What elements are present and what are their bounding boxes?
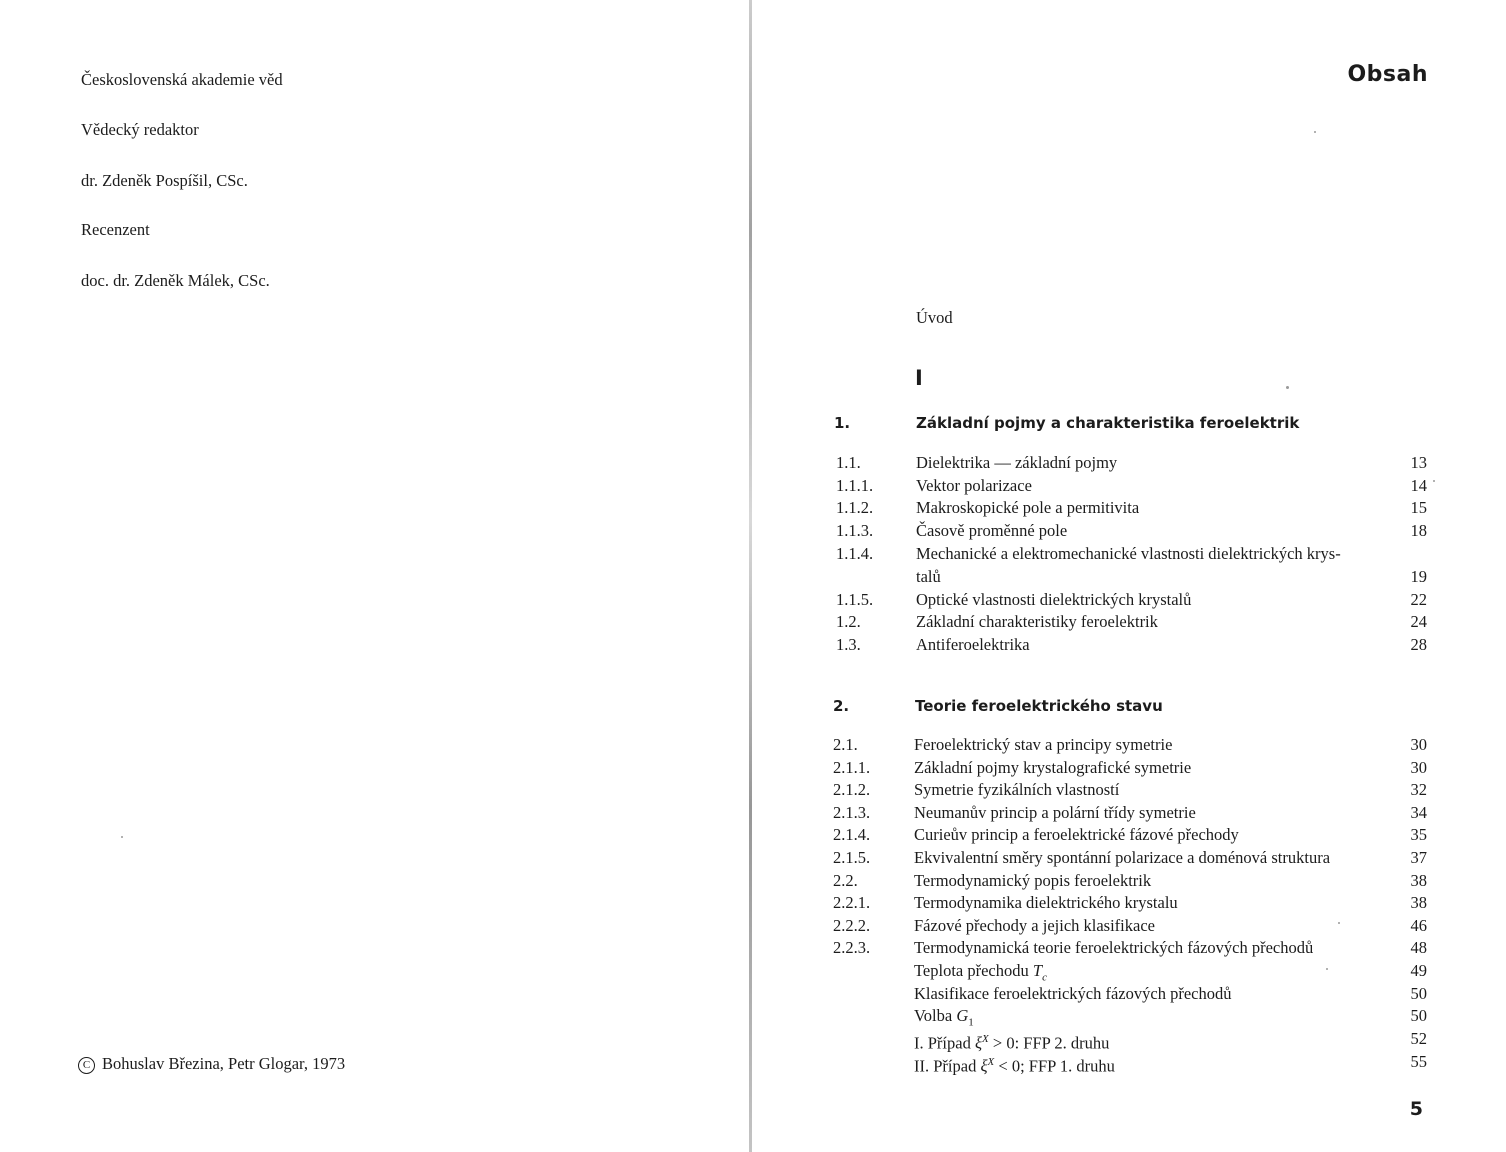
toc-entry-number: 2.1.2. [833,780,871,799]
toc-entry-title: Curieův princip a feroelektrické fázové přechody [914,825,1239,844]
toc-entry-title: Časově proměnné pole [916,521,1068,540]
toc-entry-page: 52 [1410,1029,1427,1048]
toc-entry [0,847,1506,869]
toc-entry-page: 49 [1410,961,1427,980]
reviewer-label: Recenzent [81,220,150,239]
toc-entry-number: 1.3. [836,635,861,654]
toc-entry-title: Dielektrika — základní pojmy [916,453,1118,472]
toc-subentry [0,1028,1506,1053]
scan-speck [1433,480,1435,482]
math-superscript: X [987,1056,995,1068]
copyright-icon: C [78,1057,95,1074]
toc-entry-title: Základní pojmy krystalografické symetrie [914,758,1192,777]
toc-entry-page: 34 [1410,803,1427,822]
toc-subentry-text: II. Případ [914,1056,977,1076]
toc-entry-number: 2.1.5. [833,848,871,867]
toc-entry-page: 32 [1410,780,1427,799]
toc-entry [0,779,1506,801]
toc-entry-title: Základní charakteristiky feroelektrik [916,612,1158,631]
toc-entry-number: 2.1. [833,735,858,754]
publisher-line: Československá akademie věd [81,70,283,89]
toc-entry-title: Fázové přechody a jejich klasifikace [914,916,1155,935]
toc-entry-title: Neumanův princip a polární třídy symetrie [914,803,1196,822]
toc-entry-number: 2.1.4. [833,825,871,844]
toc-entry-title: Termodynamická teorie feroelektrických fázových přechodů [914,938,1314,957]
toc-entry-title: Optické vlastnosti dielektrických krystalů [916,590,1192,609]
chapter-number: 1. [834,414,851,432]
toc-entry-page: 22 [1410,590,1427,609]
toc-part: I [915,366,923,390]
toc-subentry-rest: > 0: FFP 2. druhu [992,1033,1110,1053]
scientific-editor-label: Vědecký redaktor [81,120,199,139]
page-title: Obsah [1347,62,1428,87]
toc-entry-page: 38 [1410,893,1427,912]
scan-speck [1286,386,1289,389]
toc-subentry [0,983,1506,1005]
toc-entry-title: Antiferoelektrika [916,635,1030,654]
toc-entry-title: Symetrie fyzikálních vlastností [914,780,1120,799]
toc-entry [0,520,1506,542]
toc-entry-page: 18 [1410,521,1427,540]
toc-entry-page: 15 [1410,498,1427,517]
scan-speck [1326,968,1328,970]
toc-entry-page: 19 [1410,567,1427,586]
toc-entry-page: 30 [1410,758,1427,777]
toc-entry-page: 30 [1410,735,1427,754]
toc-entry-page: 37 [1410,848,1427,867]
scan-speck [1338,922,1340,924]
toc-entry-title: Feroelektrický stav a principy symetrie [914,735,1173,754]
math-subscript: c [1042,971,1047,984]
toc-entry-title: Mechanické a elektromechanické vlastnosti dielektrických krys- [916,544,1341,563]
scan-speck [121,836,123,838]
toc-entry-title: Termodynamický popis feroelektrik [914,871,1152,890]
toc-entry-number: 2.2. [833,871,858,890]
toc-entry-number: 1.1.1. [836,476,874,495]
toc-entry [0,734,1506,756]
toc-subentry-text: Volba [914,1006,953,1025]
math-symbol: T [1032,961,1043,980]
toc-entry-number: 1.1. [836,453,861,472]
toc-entry-page: 28 [1410,635,1427,654]
toc-entry [0,802,1506,824]
math-symbol: ξ [974,1033,983,1053]
toc-entry-number: 2.1.1. [833,758,871,777]
toc-entry-page: 48 [1410,938,1427,957]
toc-entry-number: 1.1.4. [836,544,874,563]
toc-entry [0,497,1506,519]
toc-subentry-text: Teplota přechodu [914,961,1029,980]
toc-entry-page: 50 [1410,984,1427,1003]
scan-speck [1314,131,1316,133]
page-number: 5 [1409,1098,1423,1120]
toc-entry-page: 24 [1410,612,1427,631]
toc-entry-number: 2.2.1. [833,893,871,912]
toc-entry [0,634,1506,656]
toc-entry-page: 35 [1410,825,1427,844]
reviewer-name: doc. dr. Zdeněk Málek, CSc. [81,271,270,290]
math-symbol: ξ [980,1056,988,1076]
toc-subentry-rest: < 0; FFP 1. druhu [998,1056,1115,1076]
toc-entry [0,475,1506,497]
math-symbol: G [956,1006,969,1025]
toc-entry-number: 2.2.2. [833,916,871,935]
scientific-editor-name: dr. Zdeněk Pospíšil, CSc. [81,171,248,190]
toc-entry [0,452,1506,474]
toc-entry-title: talů [916,567,941,586]
chapter-title: Základní pojmy a charakteristika feroelektrik [916,414,1300,432]
math-subscript: 1 [968,1016,974,1029]
toc-entry-number: 1.1.5. [836,590,874,609]
toc-entry-title: Termodynamika dielektrického krystalu [914,893,1178,912]
toc-subentry-text: I. Případ [914,1033,971,1053]
toc-entry [0,757,1506,779]
toc-subentry [0,1051,1506,1076]
toc-entry [0,892,1506,914]
toc-entry-page: 13 [1410,453,1427,472]
toc-entry-page: 38 [1410,871,1427,890]
toc-subentry [0,1005,1506,1027]
toc-entry-title: Vektor polarizace [916,476,1032,495]
toc-entry [0,611,1506,633]
toc-entry-page: 14 [1410,476,1427,495]
toc-entry [0,589,1506,611]
toc-entry-number: 1.2. [836,612,861,631]
toc-entry-page: 50 [1410,1006,1427,1025]
toc-entry-title: Ekvivalentní směry spontánní polarizace a doménová struktura [914,848,1331,867]
toc-entry-number: 1.1.3. [836,521,874,540]
toc-entry-number: 1.1.2. [836,498,874,517]
toc-entry [0,937,1506,959]
math-superscript: X [982,1033,989,1045]
toc-entry-page: 55 [1410,1052,1427,1071]
toc-entry [0,915,1506,937]
toc-subentry-title: Klasifikace feroelektrických fázových přechodů [914,984,1232,1003]
toc-entry-number: 2.1.3. [833,803,871,822]
toc-entry [0,543,1506,565]
toc-entry-title: Makroskopické pole a permitivita [916,498,1140,517]
toc-entry [0,870,1506,892]
chapter-title: Teorie feroelektrického stavu [915,697,1163,715]
toc-entry-continued [0,566,1506,588]
copyright-text: Bohuslav Březina, Petr Glogar, 1973 [102,1054,346,1073]
toc-intro: Úvod [916,308,953,327]
toc-subentry-title [914,1051,1115,1078]
chapter-number: 2. [833,697,850,715]
toc-subentry [0,960,1506,982]
toc-entry-number: 2.2.3. [833,938,871,957]
toc-entry-page: 46 [1410,916,1427,935]
toc-entry [0,824,1506,846]
